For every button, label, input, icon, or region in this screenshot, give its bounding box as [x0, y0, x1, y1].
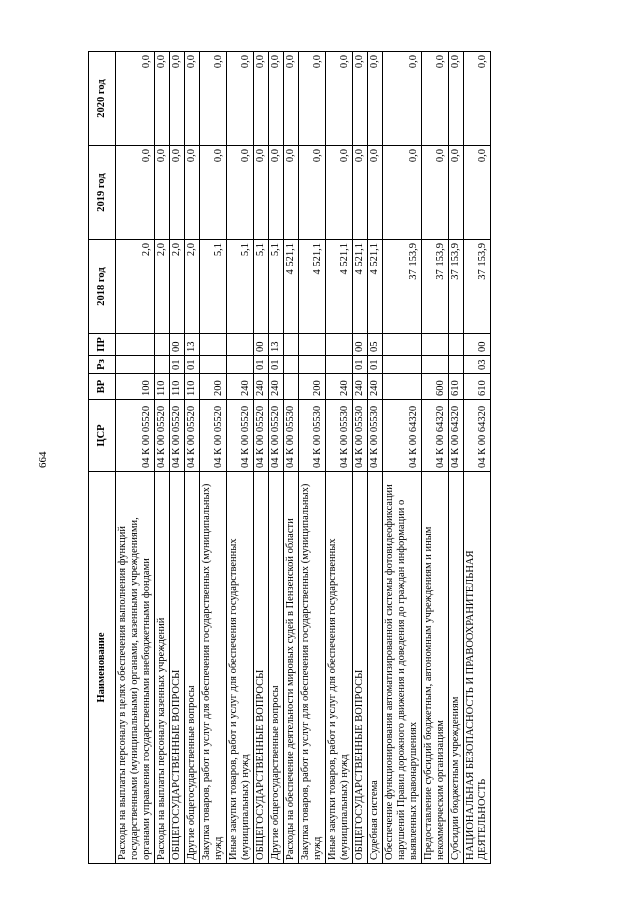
row-2018: 2,0	[185, 240, 200, 334]
row-2018: 4 521,1	[368, 240, 383, 334]
table-row	[422, 52, 449, 864]
row-csr: 04 К 00 05520	[254, 400, 269, 472]
table-header-row	[89, 52, 116, 864]
row-2020: 0,0	[227, 52, 254, 146]
row-2019: 0,0	[383, 146, 422, 240]
table-row	[116, 52, 155, 864]
table-row	[200, 52, 227, 864]
budget-table	[88, 51, 491, 864]
header-rz: Рз	[89, 356, 116, 374]
row-2018: 5,1	[227, 240, 254, 334]
table-row	[284, 52, 299, 864]
table-body	[116, 52, 491, 864]
row-name: НАЦИОНАЛЬНАЯ БЕЗОПАСНОСТЬ И ПРАВООХРАНИТЕЛЬНАЯ ДЕЯТЕЛЬНОСТЬ	[464, 472, 491, 864]
table-row	[353, 52, 368, 864]
table-row	[368, 52, 383, 864]
row-rz: 03	[464, 356, 491, 374]
row-2020: 0,0	[200, 52, 227, 146]
table-row	[464, 52, 491, 864]
row-csr: 04 К 00 05520	[227, 400, 254, 472]
budget-table-frame	[88, 52, 552, 864]
row-2019: 0,0	[200, 146, 227, 240]
row-2020: 0,0	[155, 52, 170, 146]
table-row	[383, 52, 422, 864]
row-pr	[299, 334, 326, 356]
row-rz: 01	[368, 356, 383, 374]
row-csr: 04 К 00 64320	[383, 400, 422, 472]
row-2018: 4 521,1	[353, 240, 368, 334]
row-name: ОБЩЕГОСУДАРСТВЕННЫЕ ВОПРОСЫ	[353, 472, 368, 864]
row-vr: 110	[170, 374, 185, 400]
row-name: Обеспечение функционирования автоматизированной системы фотовидеофиксации нарушений Правил дорожного движения и доведения до граждан информации о выявленных правонарушениях	[383, 472, 422, 864]
page-number: 664	[37, 451, 49, 468]
row-2019: 0,0	[464, 146, 491, 240]
row-name: Другие общегосударственные вопросы	[269, 472, 284, 864]
row-name: Субсидии бюджетным учреждениям	[449, 472, 464, 864]
row-2020: 0,0	[299, 52, 326, 146]
row-csr: 04 К 00 05520	[116, 400, 155, 472]
row-vr: 100	[116, 374, 155, 400]
table-row	[269, 52, 284, 864]
row-2019: 0,0	[116, 146, 155, 240]
row-vr: 240	[326, 374, 353, 400]
row-name: Предоставление субсидий бюджетным, автономным учреждениям и иным некоммерческим организациям	[422, 472, 449, 864]
header-vr: ВР	[89, 374, 116, 400]
row-csr: 04 К 00 05530	[368, 400, 383, 472]
row-2020: 0,0	[269, 52, 284, 146]
row-name: Иные закупки товаров, работ и услуг для обеспечения государственных (муниципальных) нужд	[326, 472, 353, 864]
row-name: Закупка товаров, работ и услуг для обеспечения государственных (муниципальных) нужд	[299, 472, 326, 864]
table-row	[254, 52, 269, 864]
row-pr: 13	[185, 334, 200, 356]
row-rz	[284, 356, 299, 374]
row-csr: 04 К 00 05530	[353, 400, 368, 472]
row-rz	[227, 356, 254, 374]
header-2020: 2020 год	[89, 52, 116, 146]
row-vr: 110	[185, 374, 200, 400]
row-2020: 0,0	[422, 52, 449, 146]
row-pr	[326, 334, 353, 356]
row-rz: 01	[269, 356, 284, 374]
row-2020: 0,0	[326, 52, 353, 146]
row-2018: 2,0	[116, 240, 155, 334]
row-vr: 200	[299, 374, 326, 400]
row-2018: 2,0	[155, 240, 170, 334]
row-vr: 240	[227, 374, 254, 400]
row-pr	[284, 334, 299, 356]
row-name: Другие общегосударственные вопросы	[185, 472, 200, 864]
row-2020: 0,0	[116, 52, 155, 146]
row-2019: 0,0	[227, 146, 254, 240]
row-2019: 0,0	[326, 146, 353, 240]
row-2019: 0,0	[269, 146, 284, 240]
row-pr	[422, 334, 449, 356]
row-vr: 110	[155, 374, 170, 400]
header-2019: 2019 год	[89, 146, 116, 240]
row-csr: 04 К 00 05520	[155, 400, 170, 472]
row-vr: 610	[449, 374, 464, 400]
table-row	[227, 52, 254, 864]
table-row	[449, 52, 464, 864]
row-2019: 0,0	[284, 146, 299, 240]
row-name: Закупка товаров, работ и услуг для обеспечения государственных (муниципальных) нужд	[200, 472, 227, 864]
header-csr: ЦСР	[89, 400, 116, 472]
row-pr: 00	[464, 334, 491, 356]
row-vr: 240	[353, 374, 368, 400]
row-csr: 04 К 00 05520	[200, 400, 227, 472]
row-2020: 0,0	[368, 52, 383, 146]
row-rz: 01	[254, 356, 269, 374]
header-2018: 2018 год	[89, 240, 116, 334]
row-2019: 0,0	[299, 146, 326, 240]
row-name: Иные закупки товаров, работ и услуг для обеспечения государственных (муниципальных) нужд	[227, 472, 254, 864]
row-vr: 240	[254, 374, 269, 400]
row-2018: 5,1	[200, 240, 227, 334]
row-2018: 37 153,9	[422, 240, 449, 334]
row-csr: 04 К 00 05520	[185, 400, 200, 472]
row-2019: 0,0	[254, 146, 269, 240]
row-pr: 00	[254, 334, 269, 356]
row-rz: 01	[170, 356, 185, 374]
row-2020: 0,0	[383, 52, 422, 146]
row-rz: 01	[353, 356, 368, 374]
table-row	[185, 52, 200, 864]
row-rz	[116, 356, 155, 374]
row-pr	[383, 334, 422, 356]
row-pr: 13	[269, 334, 284, 356]
row-csr: 04 К 00 64320	[449, 400, 464, 472]
row-2018: 2,0	[170, 240, 185, 334]
row-2018: 37 153,9	[464, 240, 491, 334]
row-name: Судебная система	[368, 472, 383, 864]
row-2019: 0,0	[422, 146, 449, 240]
row-csr: 04 К 00 05530	[326, 400, 353, 472]
row-vr: 200	[200, 374, 227, 400]
row-vr	[383, 374, 422, 400]
header-name: Наименование	[89, 472, 116, 864]
row-pr	[227, 334, 254, 356]
row-rz	[299, 356, 326, 374]
row-2020: 0,0	[254, 52, 269, 146]
row-csr: 04 К 00 05530	[284, 400, 299, 472]
table-row	[170, 52, 185, 864]
row-vr: 610	[464, 374, 491, 400]
row-csr: 04 К 00 05530	[299, 400, 326, 472]
row-2020: 0,0	[464, 52, 491, 146]
row-2019: 0,0	[449, 146, 464, 240]
row-pr: 00	[353, 334, 368, 356]
row-pr	[200, 334, 227, 356]
row-2020: 0,0	[449, 52, 464, 146]
row-pr	[155, 334, 170, 356]
row-pr: 00	[170, 334, 185, 356]
row-rz	[449, 356, 464, 374]
row-2019: 0,0	[185, 146, 200, 240]
row-2018: 37 153,9	[449, 240, 464, 334]
table-row	[326, 52, 353, 864]
row-vr	[284, 374, 299, 400]
row-rz	[326, 356, 353, 374]
row-2018: 5,1	[269, 240, 284, 334]
row-2019: 0,0	[368, 146, 383, 240]
row-2018: 4 521,1	[299, 240, 326, 334]
table-row	[155, 52, 170, 864]
row-pr	[449, 334, 464, 356]
row-rz	[383, 356, 422, 374]
row-2020: 0,0	[284, 52, 299, 146]
row-name: ОБЩЕГОСУДАРСТВЕННЫЕ ВОПРОСЫ	[254, 472, 269, 864]
row-vr: 240	[269, 374, 284, 400]
row-2018: 4 521,1	[284, 240, 299, 334]
row-name: Расходы на обеспечение деятельности мировых судей в Пензенской области	[284, 472, 299, 864]
row-csr: 04 К 00 64320	[422, 400, 449, 472]
table-row	[299, 52, 326, 864]
row-name: Расходы на выплаты персоналу в целях обеспечения выполнения функций государственными (муниципальными) органами, казенными учреждениями, органами управления государственными внебюджетными фондами	[116, 472, 155, 864]
row-pr	[116, 334, 155, 356]
row-rz	[422, 356, 449, 374]
row-2019: 0,0	[155, 146, 170, 240]
row-csr: 04 К 00 64320	[464, 400, 491, 472]
row-2019: 0,0	[170, 146, 185, 240]
row-rz	[200, 356, 227, 374]
row-vr: 240	[368, 374, 383, 400]
row-2020: 0,0	[170, 52, 185, 146]
row-rz	[155, 356, 170, 374]
row-csr: 04 К 00 05520	[170, 400, 185, 472]
row-pr: 05	[368, 334, 383, 356]
row-vr: 600	[422, 374, 449, 400]
row-2020: 0,0	[185, 52, 200, 146]
row-name: Расходы на выплаты персоналу казенных учреждений	[155, 472, 170, 864]
header-pr: ПР	[89, 334, 116, 356]
row-csr: 04 К 00 05520	[269, 400, 284, 472]
row-name: ОБЩЕГОСУДАРСТВЕННЫЕ ВОПРОСЫ	[170, 472, 185, 864]
row-2018: 4 521,1	[326, 240, 353, 334]
row-rz: 01	[185, 356, 200, 374]
row-2018: 5,1	[254, 240, 269, 334]
row-2018: 37 153,9	[383, 240, 422, 334]
row-2019: 0,0	[353, 146, 368, 240]
row-2020: 0,0	[353, 52, 368, 146]
budget-table-rotated	[88, 52, 552, 864]
